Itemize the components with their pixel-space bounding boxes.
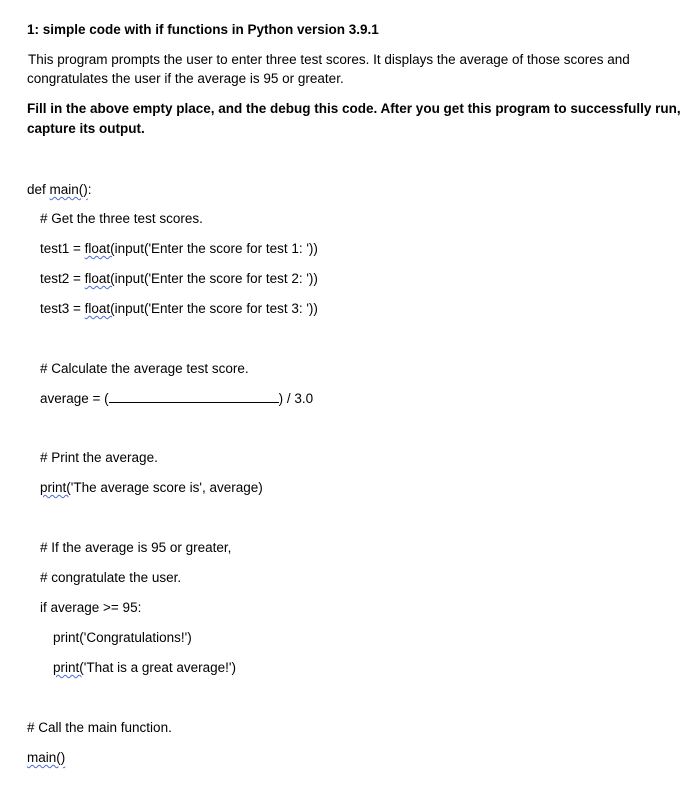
- code-def-main: [27, 182, 92, 197]
- code-test2: [40, 271, 318, 286]
- description-line-1: This program prompts the user to enter three test scores. It displays the average of those scores and: [28, 52, 630, 67]
- comment-get-scores: # Get the three test scores.: [40, 211, 203, 226]
- code-test1: [40, 241, 318, 256]
- test1-assign: test1 =: [40, 241, 85, 256]
- print-great-func: print(: [53, 660, 84, 675]
- code-print-great: [53, 660, 236, 675]
- main-function-name: main(): [49, 182, 88, 197]
- test3-input: input('Enter the score for test 3: ')): [114, 301, 318, 316]
- code-test3: [40, 301, 318, 316]
- instruction-line-2: capture its output.: [27, 121, 145, 136]
- code-average: [40, 391, 313, 406]
- test2-assign: test2 =: [40, 271, 85, 286]
- average-assign: average = (: [40, 391, 109, 406]
- test1-float: float(: [84, 241, 115, 256]
- comment-if-1: # If the average is 95 or greater,: [40, 540, 232, 555]
- instruction-line-1: Fill in the above empty place, and the debug this code. After you get this program to successfully run,: [27, 101, 681, 116]
- average-divide: ) / 3.0: [278, 391, 314, 406]
- print-func: print(: [40, 480, 71, 495]
- code-print-congrats: print('Congratulations!'): [53, 630, 192, 645]
- description-line-2: congratulates the user if the average is 95 or greater.: [27, 71, 344, 86]
- test2-float: float(: [84, 271, 115, 286]
- comment-calc-average: # Calculate the average test score.: [40, 361, 249, 376]
- test3-assign: test3 =: [40, 301, 85, 316]
- code-main-call: [27, 750, 65, 765]
- print-great-args: 'That is a great average!'): [83, 660, 236, 675]
- code-print-average: [40, 480, 263, 495]
- test2-input: input('Enter the score for test 2: ')): [114, 271, 318, 286]
- def-keyword: def: [27, 182, 50, 197]
- comment-print-average: # Print the average.: [40, 450, 158, 465]
- comment-if-2: # congratulate the user.: [40, 570, 182, 585]
- heading: 1: simple code with if functions in Python version 3.9.1: [27, 22, 379, 37]
- def-colon: :: [87, 182, 92, 197]
- test3-float: float(: [84, 301, 115, 316]
- code-if-statement: if average >= 95:: [40, 600, 142, 615]
- main-call: main(): [27, 750, 66, 765]
- print-args: 'The average score is', average): [70, 480, 263, 495]
- comment-call-main: # Call the main function.: [27, 720, 172, 735]
- fill-in-blank: [109, 391, 279, 403]
- test1-input: input('Enter the score for test 1: ')): [114, 241, 318, 256]
